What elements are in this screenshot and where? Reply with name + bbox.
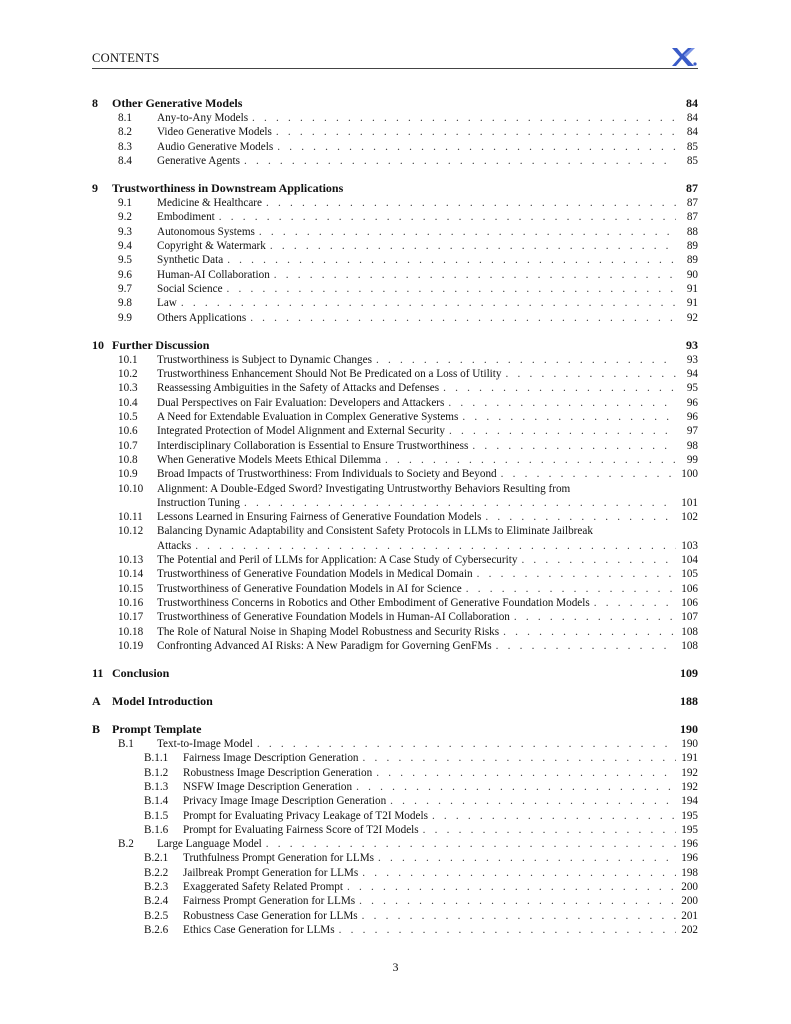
entry-page: 102 [681,511,698,524]
entry-title: Alignment: A Double-Edged Sword? Investigating Untrustworthy Behaviors Resulting from [157,482,571,495]
dot-leader [458,410,676,424]
dot-leader [517,553,676,567]
entry-page: 201 [681,909,698,922]
entry-number: 10.7 [118,439,138,452]
entry-page: 190 [681,738,698,751]
section-page: 87 [686,181,698,196]
entry-number: 8.1 [118,112,132,124]
section-page: 93 [686,337,698,352]
entry-number: 10.12 [118,525,144,538]
dot-leader [428,809,676,823]
running-title: CONTENTS [92,51,160,65]
toc-section[interactable] [92,338,698,353]
entry-number: 9.4 [118,240,132,253]
entry-page: 88 [686,225,698,238]
entry-page: 85 [686,154,698,167]
entry-number: B.1 [118,738,134,751]
entry-page: 194 [681,795,698,808]
toc-entry[interactable] [92,596,698,610]
entry-number: 10.11 [118,511,143,524]
entry-title: NSFW Image Description Generation [183,780,353,793]
dot-leader [439,381,676,395]
entry-title: When Generative Models Meets Ethical Dilemma [157,453,381,466]
entry-number: 10.9 [118,468,138,481]
entry-title: The Potential and Peril of LLMs for Application: A Case Study of Cybersecurity [157,554,518,567]
entry-page: 105 [681,568,698,581]
entry-title: Confronting Advanced AI Risks: A New Paradigm for Governing GenFMs [157,639,492,652]
entry-title: Embodiment [157,211,215,224]
entry-title-continued: Attacks [157,539,192,552]
entry-title: Reassessing Ambiguities in the Safety of Attacks and Defenses [157,382,440,395]
entry-page: 91 [686,282,698,295]
toc-section[interactable] [92,181,698,196]
entry-page: 108 [681,625,698,638]
entry-number: 10.10 [118,482,144,495]
toc-entry[interactable] [92,794,698,808]
toc-entry[interactable] [92,837,698,851]
entry-title: Large Language Model [157,838,262,851]
entry-number: 10.16 [118,596,144,609]
toc-entry[interactable] [92,582,698,596]
toc-entry[interactable] [92,268,698,282]
entry-number: 9.1 [118,197,132,210]
entry-title: Trustworthiness of Generative Foundation Models in Medical Domain [157,568,473,581]
toc-entry[interactable] [92,823,698,837]
toc-entry[interactable] [92,353,698,367]
toc-entry[interactable] [92,396,698,410]
entry-number: 10.6 [118,425,138,438]
entry-number: 9.2 [118,211,132,224]
toc-entry[interactable] [92,239,698,253]
entry-number: 10.3 [118,382,138,395]
entry-page: 191 [681,752,698,765]
dot-leader [355,894,676,908]
entry-page: 85 [686,140,698,153]
entry-page: 100 [681,468,698,481]
entry-number: B.2.4 [144,895,169,908]
toc-entry[interactable] [92,737,698,751]
entry-title: Jailbreak Prompt Generation for LLMs [183,866,359,879]
dot-leader [473,567,676,581]
dot-leader [240,496,676,510]
dot-leader [177,296,676,310]
dot-leader [270,268,676,282]
entry-number: 9.6 [118,268,132,281]
toc-entry[interactable] [92,381,698,395]
toc-entry[interactable] [92,923,698,937]
entry-title: Trustworthiness of Generative Foundation Models in AI for Science [157,582,462,595]
toc-entry[interactable] [92,296,698,310]
entry-number: B.1.3 [144,780,169,793]
toc-entry-continuation[interactable] [92,496,698,510]
section-number: 8 [92,96,98,110]
entry-page: 200 [681,881,698,894]
dot-leader [262,196,676,210]
entry-title: Audio Generative Models [157,140,274,153]
dot-leader [492,639,676,653]
section-number: 9 [92,181,98,196]
entry-title: Trustworthiness Enhancement Should Not Be Predicated on a Loss of Utility [157,368,502,381]
entry-title: Broad Impacts of Trustworthiness: From Individuals to Society and Beyond [157,468,497,481]
entry-page: 96 [686,396,698,409]
entry-page: 107 [681,611,698,624]
entry-title: Interdisciplinary Collaboration is Essential to Ensure Trustworthiness [157,439,469,452]
dot-leader [223,253,676,267]
entry-title: Human-AI Collaboration [157,268,270,281]
entry-number: B.2.1 [144,852,169,865]
entry-number: 10.14 [118,568,144,581]
toc-entry[interactable] [92,866,698,880]
entry-number: B.2.3 [144,881,169,894]
section-title: Further Discussion [112,337,210,352]
toc-entry[interactable] [92,639,698,653]
header-rule [92,68,698,69]
entry-title: Privacy Image Image Description Generation [183,795,387,808]
entry-title: Lessons Learned in Ensuring Fairness of Generative Foundation Models [157,511,482,524]
entry-number: 10.1 [118,353,138,366]
toc-entry[interactable] [92,210,698,224]
section-number: A [92,694,101,709]
toc-entry[interactable] [92,909,698,923]
entry-page: 196 [681,838,698,851]
page-number: 3 [392,960,399,974]
entry-page: 92 [686,311,698,324]
dot-leader [273,140,676,154]
entry-page: 94 [686,368,698,381]
toc-entry[interactable] [92,125,698,139]
section-title: Trustworthiness in Downstream Applications [112,181,344,196]
entry-number: 10.2 [118,368,138,381]
entry-page: 103 [681,539,698,552]
entry-number: 10.18 [118,625,144,638]
section-number: 11 [92,666,104,681]
entry-page: 202 [681,923,698,936]
dot-leader [358,866,676,880]
entry-page: 87 [686,211,698,224]
dot-leader [352,780,676,794]
entry-title: Integrated Protection of Model Alignment and External Security [157,425,446,438]
entry-title: Robustness Case Generation for LLMs [183,909,358,922]
entry-page: 89 [686,240,698,253]
toc-entry[interactable] [92,282,698,296]
toc-entry[interactable] [92,410,698,424]
toc-entry[interactable] [92,140,698,154]
entry-page: 198 [681,866,698,879]
toc-entry[interactable] [92,851,698,865]
entry-title: Dual Perspectives on Fair Evaluation: Developers and Attackers [157,396,445,409]
entry-number: B.1.1 [144,752,169,765]
entry-page: 104 [681,554,698,567]
dot-leader [358,909,676,923]
entry-title: Law [157,297,177,310]
entry-page: 90 [686,268,698,281]
entry-page: 91 [686,297,698,310]
toc-entry-continuation[interactable] [92,539,698,553]
toc-entry[interactable] [92,253,698,267]
entry-page: 97 [686,425,698,438]
dot-leader [372,353,676,367]
entry-page: 195 [681,809,698,822]
dot-leader [497,467,676,481]
entry-title: Video Generative Models [157,126,272,139]
entry-page: 96 [686,411,698,424]
toc-entry[interactable] [92,610,698,624]
table-of-contents [92,96,698,937]
entry-title: Prompt for Evaluating Fairness Score of T2I Models [183,823,419,836]
entry-title: Trustworthiness is Subject to Dynamic Changes [157,353,372,366]
entry-title: Generative Agents [157,154,240,167]
toc-entry[interactable] [92,524,698,538]
entry-number: 8.3 [118,140,132,153]
toc-entry[interactable] [92,880,698,894]
toc-entry[interactable] [92,751,698,765]
dot-leader [240,154,676,168]
entry-title: Medicine & Healthcare [157,197,262,210]
entry-title: Copyright & Watermark [157,240,266,253]
dot-leader [343,880,676,894]
entry-page: 95 [686,382,698,395]
dot-leader [359,751,676,765]
toc-entry[interactable] [92,467,698,481]
section-number: 10 [92,337,104,352]
entry-title: A Need for Extendable Evaluation in Complex Generative Systems [157,411,459,424]
dot-leader [253,737,676,751]
dot-leader [462,582,676,596]
section-number: B [92,722,101,737]
entry-page: 84 [686,112,698,124]
dot-leader [445,424,676,438]
toc-entry[interactable] [92,625,698,639]
entry-number: 10.13 [118,554,144,567]
entry-number: 9.5 [118,254,132,267]
entry-page: 108 [681,639,698,652]
dot-leader [372,766,676,780]
toc-entry[interactable] [92,225,698,239]
toc-entry[interactable] [92,196,698,210]
entry-title: Synthetic Data [157,254,224,267]
entry-title: Trustworthiness of Generative Foundation Models in Human-AI Collaboration [157,611,510,624]
entry-number: B.2.6 [144,923,169,936]
entry-page: 93 [686,353,698,366]
toc-entry[interactable] [92,553,698,567]
toc-entry[interactable] [92,780,698,794]
toc-section[interactable] [92,666,698,681]
entry-title: Fairness Prompt Generation for LLMs [183,895,356,908]
entry-title: Robustness Image Description Generation [183,766,373,779]
section-page: 190 [680,722,698,737]
dot-leader [386,794,676,808]
entry-page: 89 [686,254,698,267]
entry-title: Autonomous Systems [157,225,255,238]
toc-entry[interactable] [92,809,698,823]
entry-title: Balancing Dynamic Adaptability and Consistent Safety Protocols in LLMs to Eliminate Jailbreak [157,525,593,538]
dot-leader [335,923,676,937]
entry-number: 9.3 [118,225,132,238]
section-title: Conclusion [112,666,170,681]
section-title: Other Generative Models [112,96,243,110]
entry-title: Truthfulness Prompt Generation for LLMs [183,852,375,865]
dot-leader [444,396,676,410]
dot-leader [499,625,676,639]
entry-page: 99 [686,453,698,466]
dot-leader [468,439,676,453]
entry-title: Trustworthiness Concerns in Robotics and Other Embodiment of Generative Foundation Models [157,596,590,609]
entry-title: Any-to-Any Models [157,112,249,124]
entry-title: Fairness Image Description Generation [183,752,359,765]
entry-page: 106 [681,596,698,609]
dot-leader [381,453,676,467]
dot-leader [255,225,676,239]
dot-leader [262,837,676,851]
toc-entry[interactable] [92,439,698,453]
section-page: 188 [680,694,698,709]
toc-section[interactable] [92,694,698,709]
entry-number: 10.19 [118,639,144,652]
section-page: 109 [680,666,698,681]
entry-page: 195 [681,823,698,836]
entry-number: B.2 [118,838,134,851]
entry-number: 10.4 [118,396,138,409]
dot-leader [266,239,676,253]
entry-number: B.2.2 [144,866,169,879]
entry-title-continued: Instruction Tuning [157,496,240,509]
entry-number: 8.2 [118,126,132,139]
entry-number: 9.7 [118,282,132,295]
entry-page: 87 [686,197,698,210]
dot-leader [374,851,676,865]
dot-leader [502,367,677,381]
entry-number: B.1.5 [144,809,169,822]
section-title: Model Introduction [112,694,213,709]
dot-leader [246,311,676,325]
toc-entry[interactable] [92,424,698,438]
dot-leader [510,610,676,624]
toc-entry[interactable] [92,510,698,524]
toc-section[interactable] [92,722,698,737]
toc-entry[interactable] [92,367,698,381]
entry-page: 106 [681,582,698,595]
entry-page: 192 [681,766,698,779]
entry-page: 101 [681,496,698,509]
entry-title: Prompt for Evaluating Privacy Leakage of T2I Models [183,809,428,822]
entry-page: 84 [686,126,698,139]
entry-number: 9.9 [118,311,132,324]
toc-entry[interactable] [92,311,698,325]
x-logo-icon [668,46,698,68]
toc-entry[interactable] [92,894,698,908]
toc-section[interactable] [92,96,698,111]
entry-title: Exaggerated Safety Related Prompt [183,881,343,894]
entry-title: The Role of Natural Noise in Shaping Model Robustness and Security Risks [157,625,500,638]
entry-title: Social Science [157,282,223,295]
dot-leader [223,282,676,296]
toc-entry[interactable] [92,453,698,467]
toc-entry[interactable] [92,567,698,581]
entry-number: B.2.5 [144,909,169,922]
entry-title: Ethics Case Generation for LLMs [183,923,335,936]
entry-number: B.1.6 [144,823,169,836]
toc-entry[interactable] [92,154,698,168]
dot-leader [215,210,676,224]
dot-leader [272,125,676,139]
entry-title: Others Applications [157,311,247,324]
toc-entry[interactable] [92,766,698,780]
entry-page: 200 [681,895,698,908]
entry-number: B.1.2 [144,766,169,779]
entry-number: 10.8 [118,453,138,466]
dot-leader [590,596,676,610]
entry-number: 8.4 [118,154,132,167]
entry-number: 10.5 [118,411,138,424]
section-title: Prompt Template [112,722,202,737]
dot-leader [248,111,676,125]
entry-number: 10.15 [118,582,144,595]
entry-title: Text-to-Image Model [157,738,253,751]
entry-page: 98 [686,439,698,452]
entry-page: 196 [681,852,698,865]
entry-page: 192 [681,780,698,793]
entry-number: B.1.4 [144,795,169,808]
toc-entry[interactable] [92,111,698,125]
dot-leader [191,539,676,553]
page-header [92,50,698,70]
entry-number: 9.8 [118,297,132,310]
toc-entry[interactable] [92,482,698,496]
entry-number: 10.17 [118,611,144,624]
dot-leader [481,510,676,524]
section-page: 84 [686,96,698,110]
dot-leader [419,823,676,837]
